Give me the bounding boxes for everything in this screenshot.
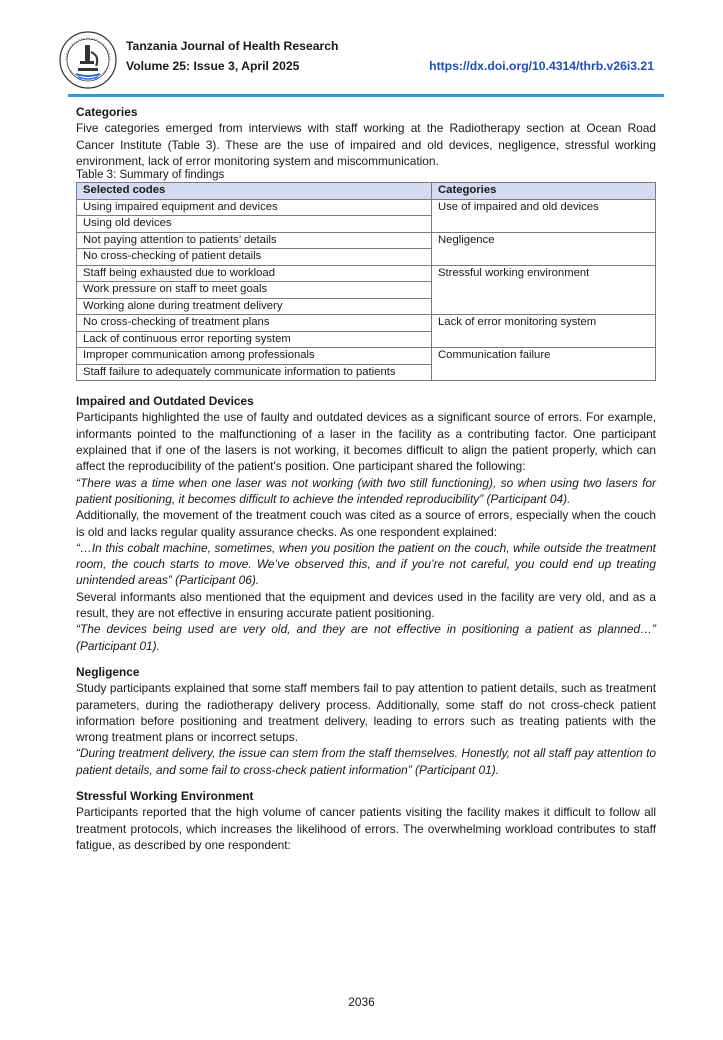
- negligence-quote: “During treatment delivery, the issue can stem from the staff themselves. Honestly, not all staff pay attention to patient details, and some fail to cross-check patient information” (Participant 01).: [76, 746, 656, 777]
- spacer: [76, 383, 656, 393]
- table-row: [77, 199, 656, 216]
- table-cell-code: No cross-checking of patient details: [77, 249, 432, 266]
- table-cell-category: Stressful working environment: [432, 265, 656, 315]
- spacer: [76, 654, 656, 664]
- header-divider: [68, 94, 664, 97]
- table-caption: Table 3: Summary of findings: [76, 169, 225, 182]
- summary-of-findings-table: [76, 182, 656, 381]
- spacer: [76, 778, 656, 788]
- table-row: [77, 265, 656, 282]
- table-header-row: [77, 183, 656, 200]
- table-row: [77, 315, 656, 332]
- table-cell-category: Lack of error monitoring system: [432, 315, 656, 348]
- table-cell-code: Using old devices: [77, 216, 432, 233]
- article-body: [76, 104, 656, 853]
- section-heading-negligence: Negligence: [76, 664, 140, 679]
- negligence-paragraph: Study participants explained that some staff members fail to pay attention to patient details, such as treatment parameters, during the radiotherapy delivery process. Additionally, some staff do not cross-check patient information before positioning and treatment delivery, leading to errors such as treating patients with the wrong treatment plans or incorrect setups.: [76, 681, 656, 745]
- section-heading-impaired-devices: Impaired and Outdated Devices: [76, 394, 254, 409]
- table-cell-code: Using impaired equipment and devices: [77, 199, 432, 216]
- journal-volume-issue: Volume 25: Issue 3, April 2025: [126, 59, 300, 73]
- table-cell-category: Communication failure: [432, 348, 656, 381]
- table-cell-category: Negligence: [432, 232, 656, 265]
- table-cell-code: Working alone during treatment delivery: [77, 298, 432, 315]
- table-cell-code: No cross-checking of treatment plans: [77, 315, 432, 332]
- stress-paragraph: Participants reported that the high volume of cancer patients visiting the facility makes it difficult to follow all treatment protocols, which increases the likelihood of errors. The overwhelming workload contributes to staff fatigue, as described by one respondent:: [76, 805, 656, 852]
- section-heading-stressful-environment: Stressful Working Environment: [76, 789, 254, 804]
- table-cell-code: Not paying attention to patients’ details: [77, 232, 432, 249]
- impaired-paragraph-1: Participants highlighted the use of faulty and outdated devices as a significant source of errors. For example, informants pointed to the malfunctioning of a laser in the facility as a contributing factor. One participant explained that if one of the lasers is not working, it becomes difficult to align the patient properly, which can affect the reproducibility of the patient's position. One participant shared the following:: [76, 410, 656, 474]
- journal-title: Tanzania Journal of Health Research: [126, 39, 339, 53]
- impaired-paragraph-3: Several informants also mentioned that the equipment and devices used in the facility are very old, and as a result, they are not effective in ensuring accurate patient positioning.: [76, 589, 656, 621]
- table-row: [77, 232, 656, 249]
- journal-header: [58, 30, 668, 92]
- impaired-quote-1: “There was a time when one laser was not working (with two still functioning), so when using two lasers for patient positioning, it becomes difficult to achieve the intended reproducibility” (Participant 04).: [76, 475, 656, 506]
- impaired-paragraph-2: Additionally, the movement of the treatment couch was cited as a source of errors, especially when the couch is old and lacks regular quality assurance checks. As one respondent explained:: [76, 508, 656, 539]
- impaired-quote-2: “…In this cobalt machine, sometimes, when you position the patient on the couch, while outside the treatment room, the couch starts to move. We’ve observed this, and if you’re not careful, you could end up treating unintended areas” (Participant 06).: [76, 540, 656, 588]
- doi-link[interactable]: https://dx.doi.org/10.4314/thrb.v26i3.21: [429, 59, 654, 73]
- categories-paragraph: Five categories emerged from interviews with staff working at the Radiotherapy section at Ocean Road Cancer Institute (Table 3). These are the use of impaired and old devices, negligence, stressful working environment, lack of error monitoring system and miscommunication.: [76, 121, 656, 168]
- table-row: [77, 348, 656, 365]
- journal-logo-icon: [58, 30, 118, 90]
- table-cell-code: Lack of continuous error reporting system: [77, 331, 432, 348]
- section-heading-categories: Categories: [76, 105, 138, 119]
- page-number: 2036: [348, 995, 375, 1009]
- table-cell-code: Staff being exhausted due to workload: [77, 265, 432, 282]
- table-cell-category: Use of impaired and old devices: [432, 199, 656, 232]
- impaired-quote-3: “The devices being used are very old, and they are not effective in positioning a patient as planned…” (Participant 01).: [76, 622, 656, 653]
- table-cell-code: Improper communication among professionals: [77, 348, 432, 365]
- table-header-codes: Selected codes: [77, 183, 432, 200]
- table-cell-code: Work pressure on staff to meet goals: [77, 282, 432, 299]
- table-header-categories: Categories: [432, 183, 656, 200]
- table-cell-code: Staff failure to adequately communicate information to patients: [77, 364, 432, 381]
